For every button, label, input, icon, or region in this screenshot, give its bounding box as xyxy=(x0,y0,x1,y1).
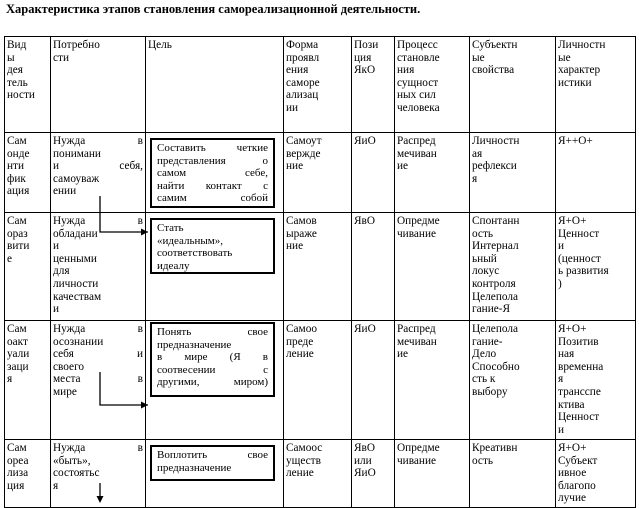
cell-subj-line: контроля xyxy=(472,277,516,290)
cell-need-line: самоуваж xyxy=(53,172,100,185)
cell-pers-line: Ценност xyxy=(558,411,600,424)
cell-pers-line: временна xyxy=(558,360,604,373)
cell-vid-line: Сам xyxy=(7,442,27,454)
cell-process xyxy=(395,321,470,440)
header-vid-line: дея xyxy=(7,64,23,77)
cell-form-line: вержде xyxy=(286,147,321,160)
header-form xyxy=(284,37,352,133)
cell-vid-line: уали xyxy=(7,348,30,361)
cell-pos-line: ЯиО xyxy=(354,467,376,480)
cell-vid-line: Сам xyxy=(7,215,27,227)
goal-text-line: идеалу xyxy=(157,259,190,272)
cell-vid-line: вити xyxy=(7,240,30,253)
goal-text-line: представления о xyxy=(157,154,268,167)
cell-form-line: Самоос xyxy=(286,442,323,454)
table-row xyxy=(5,213,636,321)
goal-text-line: соответствовать xyxy=(157,247,233,260)
cell-pers-line: трансспе xyxy=(558,385,601,398)
cell-subj-line: локус xyxy=(472,265,500,278)
cell-form-line: Самоут xyxy=(286,135,322,147)
goal-text-line: предназначение xyxy=(157,461,232,474)
cell-vid-line: е xyxy=(7,252,13,265)
cell-need-line: Нужда в xyxy=(53,323,143,335)
cell-pos xyxy=(352,213,395,321)
cell-subj-line: ая xyxy=(472,147,483,160)
cell-pers-line: Субъект xyxy=(558,454,598,467)
cell-need-line: ценными xyxy=(53,252,97,265)
goal-text-line: найти контакт с xyxy=(157,179,268,192)
cell-process xyxy=(395,213,470,321)
cell-form-line: ыраже xyxy=(286,227,317,240)
table-row xyxy=(5,133,636,213)
header-form-line: саморе xyxy=(286,76,320,89)
cell-pers xyxy=(556,321,636,440)
cell-pos xyxy=(352,440,395,508)
cell-need-line: мире xyxy=(53,385,77,398)
cell-pers-line: и xyxy=(558,423,565,436)
header-subj xyxy=(470,37,556,133)
cell-pers-line: ) xyxy=(558,277,562,290)
cell-need-line: Нужда в xyxy=(53,215,143,227)
goal-text-line: Понять свое xyxy=(157,326,268,338)
header-pos-line: Пози xyxy=(354,39,379,51)
goal-text-line: в мире (Я в xyxy=(157,351,268,364)
cell-pers xyxy=(556,440,636,508)
cell-vid-line: фик xyxy=(7,172,26,185)
header-pers-line: истики xyxy=(558,76,592,89)
cell-vid-line: ореа xyxy=(7,454,29,467)
cell-pos xyxy=(352,321,395,440)
cell-pers-line: ивное xyxy=(558,467,587,480)
cell-need-line: ении xyxy=(53,185,77,198)
cell-subj xyxy=(470,133,556,213)
goal-text-line: Стать xyxy=(157,222,184,234)
cell-form xyxy=(284,440,352,508)
header-form-line: ализац xyxy=(286,89,319,102)
cell-need-line: и xyxy=(53,240,60,253)
cell-pers-line: (ценност xyxy=(558,252,601,265)
cell-need-line: места в xyxy=(53,373,143,386)
cell-form xyxy=(284,213,352,321)
cell-need-line: Нужда в xyxy=(53,135,143,147)
cell-vid-line: Сам xyxy=(7,323,27,335)
cell-subj-line: сть к xyxy=(472,373,496,386)
header-form-line: ии xyxy=(286,101,299,114)
goal-text-line: самом себе, xyxy=(157,167,268,180)
header-process-line: человека xyxy=(397,101,440,114)
header-subj-line: свойства xyxy=(472,64,515,77)
cell-subj xyxy=(470,213,556,321)
table-row xyxy=(5,440,636,508)
header-form-line: Форма xyxy=(286,39,319,51)
goal-text-line: самим собой xyxy=(157,192,268,205)
cell-pers-line: ь развития xyxy=(558,265,609,278)
header-vid-line: ности xyxy=(7,89,35,102)
cell-need-line: своего xyxy=(53,360,85,373)
goal-text-line: «идеальным», xyxy=(157,234,223,247)
header-process-line: становле xyxy=(397,51,440,64)
goal-text-line: другими, миром) xyxy=(157,376,268,389)
cell-subj-line: выбору xyxy=(472,385,508,398)
cell-form-line: ление xyxy=(286,348,314,361)
cell-subj-line: Целепола xyxy=(472,290,519,303)
cell-process xyxy=(395,133,470,213)
header-goal-line: Цель xyxy=(148,39,172,51)
cell-vid xyxy=(5,213,51,321)
cell-need-line: для xyxy=(53,265,70,278)
cell-pers-line: ктива xyxy=(558,398,585,411)
cell-form xyxy=(284,321,352,440)
header-vid-line: ы xyxy=(7,51,15,64)
header-form-line: ения xyxy=(286,64,309,77)
cell-vid xyxy=(5,133,51,213)
cell-subj-line: Интернал xyxy=(472,240,519,253)
cell-vid xyxy=(5,440,51,508)
cell-process-line: Опредме xyxy=(397,442,440,454)
header-need-line: сти xyxy=(53,51,69,64)
cell-form-line: ление xyxy=(286,467,314,480)
cell-pers-line: Позитив xyxy=(558,335,599,348)
cell-process-line: ие xyxy=(397,160,409,173)
cell-subj-line: ьный xyxy=(472,252,497,265)
header-process-line: ния xyxy=(397,64,415,77)
cell-form xyxy=(284,133,352,213)
cell-pers-line: Я+О+ xyxy=(558,215,587,227)
cell-subj-line: Креативн xyxy=(472,442,518,454)
cell-need xyxy=(51,213,146,321)
cell-form-line: преде xyxy=(286,335,314,348)
cell-form-line: ние xyxy=(286,240,304,253)
cell-need-line: я xyxy=(53,479,59,492)
cell-need xyxy=(51,440,146,508)
header-subj-line: ые xyxy=(472,51,485,64)
goal-box-4 xyxy=(150,445,275,481)
cell-pos-line: или xyxy=(354,454,372,467)
header-process-line: сущност xyxy=(397,76,439,89)
cell-process-line: Распред xyxy=(397,135,436,147)
cell-vid-line: онде xyxy=(7,147,30,160)
goal-text-line: Воплотить свое xyxy=(157,449,268,461)
cell-need xyxy=(51,321,146,440)
cell-subj-line: ость xyxy=(472,227,494,240)
cell-pos-line: ЯиО xyxy=(354,323,376,335)
cell-need-line: «быть», xyxy=(53,454,91,467)
cell-need-line: и xyxy=(53,303,60,316)
header-pos xyxy=(352,37,395,133)
cell-subj-line: Дело xyxy=(472,348,497,361)
document-title: Характеристика этапов становления самореализационной деятельности. xyxy=(6,2,421,16)
cell-subj xyxy=(470,440,556,508)
cell-vid-line: ораз xyxy=(7,227,28,240)
cell-vid-line: я xyxy=(7,373,13,386)
goal-box-2 xyxy=(150,218,275,274)
cell-pos-line: ЯвО xyxy=(354,442,376,454)
cell-process xyxy=(395,440,470,508)
header-form-line: проявл xyxy=(286,51,320,64)
cell-need xyxy=(51,133,146,213)
cell-pers xyxy=(556,133,636,213)
cell-subj-line: Личностн xyxy=(472,135,520,147)
cell-form-line: уществ xyxy=(286,454,321,467)
header-pos-line: ЯкО xyxy=(354,64,376,77)
cell-vid-line: нти xyxy=(7,160,25,173)
goal-box-3 xyxy=(150,322,275,397)
cell-pers-line: благопо xyxy=(558,479,596,492)
header-subj-line: Субъектн xyxy=(472,39,518,51)
goal-text-line: Составить четкие xyxy=(157,142,268,154)
cell-process-line: мечиван xyxy=(397,335,437,348)
header-vid xyxy=(5,37,51,133)
cell-subj-line: гание-Я xyxy=(472,303,511,316)
header-need-line: Потребно xyxy=(53,39,100,51)
cell-need-line: и себя, xyxy=(53,160,143,173)
cell-vid xyxy=(5,321,51,440)
header-process xyxy=(395,37,470,133)
cell-process-line: Распред xyxy=(397,323,436,335)
cell-form-line: ние xyxy=(286,160,304,173)
cell-process-line: Опредме xyxy=(397,215,440,227)
cell-subj-line: рефлекси xyxy=(472,160,517,173)
cell-need-line: Нужда в xyxy=(53,442,143,454)
header-goal xyxy=(146,37,284,133)
cell-form-line: Самов xyxy=(286,215,317,227)
header-pers-line: Личностн xyxy=(558,39,606,51)
table-row xyxy=(5,321,636,440)
cell-pos-line: ЯвО xyxy=(354,215,376,227)
cell-form-line: Самоо xyxy=(286,323,317,335)
cell-pers-line: лучие xyxy=(558,492,587,505)
cell-process-line: ие xyxy=(397,348,409,361)
cell-vid-line: оакт xyxy=(7,335,28,348)
header-process-line: Процесс xyxy=(397,39,438,51)
cell-need-line: обладани xyxy=(53,227,98,240)
cell-pers-line: Я+О+ xyxy=(558,323,587,335)
header-pos-line: ция xyxy=(354,51,372,64)
cell-subj-line: я xyxy=(472,172,478,185)
cell-subj-line: Способно xyxy=(472,360,520,373)
cell-subj-line: ость xyxy=(472,454,494,467)
cell-process-line: мечиван xyxy=(397,147,437,160)
header-need xyxy=(51,37,146,133)
header-pers-line: характер xyxy=(558,64,601,77)
stages-table xyxy=(4,36,636,508)
cell-need-line: осознании xyxy=(53,335,104,348)
cell-vid-line: Сам xyxy=(7,135,27,147)
cell-vid-line: ация xyxy=(7,185,30,198)
cell-pos xyxy=(352,133,395,213)
cell-pers xyxy=(556,213,636,321)
cell-pers-line: я xyxy=(558,373,564,386)
cell-pers-line: и xyxy=(558,240,565,253)
cell-vid-line: заци xyxy=(7,360,29,373)
cell-pers-line: Я++О+ xyxy=(558,135,593,147)
goal-text-line: предназначение xyxy=(157,338,232,351)
cell-vid-line: ция xyxy=(7,479,25,492)
cell-subj-line: гание- xyxy=(472,335,503,348)
cell-need-line: качествам xyxy=(53,290,102,303)
header-pers xyxy=(556,37,636,133)
cell-pers-line: Ценност xyxy=(558,227,600,240)
header-vid-line: тель xyxy=(7,76,28,89)
header-pers-line: ые xyxy=(558,51,571,64)
cell-pers-line: ная xyxy=(558,348,575,361)
cell-subj-line: Спонтанн xyxy=(472,215,520,227)
cell-process-line: чивание xyxy=(397,454,437,467)
cell-need-line: личности xyxy=(53,277,99,290)
cell-vid-line: лиза xyxy=(7,467,29,480)
header-vid-line: Вид xyxy=(7,39,27,51)
cell-pers-line: Я+О+ xyxy=(558,442,587,454)
cell-subj xyxy=(470,321,556,440)
cell-need-line: понимани xyxy=(53,147,101,160)
cell-process-line: чивание xyxy=(397,227,437,240)
cell-subj-line: Целепола xyxy=(472,323,519,335)
header-process-line: ных сил xyxy=(397,89,436,102)
cell-need-line: себя и xyxy=(53,348,143,361)
cell-pos-line: ЯиО xyxy=(354,135,376,147)
goal-box-1 xyxy=(150,138,275,208)
header-row xyxy=(5,37,636,133)
goal-text-line: соотвесении с xyxy=(157,363,268,376)
cell-need-line: состоятьс xyxy=(53,467,100,480)
